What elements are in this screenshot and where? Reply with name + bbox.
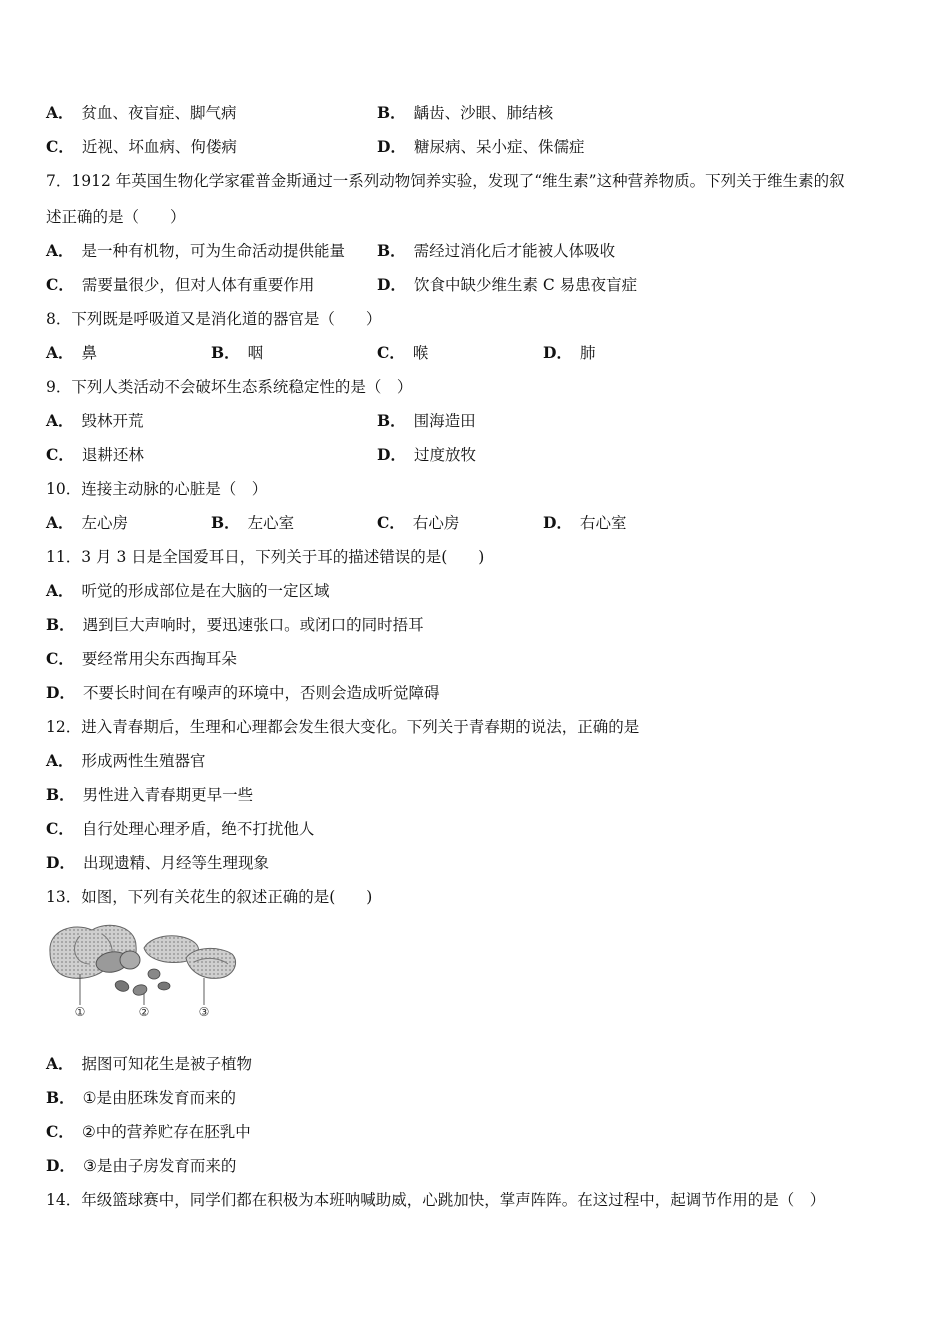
figure-label-3: ③ (198, 1005, 210, 1019)
q10-option-b: B． 左心室 (211, 513, 295, 532)
q8-option-c: C． 喉 (377, 343, 429, 362)
q6-option-d: D． 糖尿病、呆小症、侏儒症 (377, 137, 585, 156)
q11-stem: 11．3 月 3 日是全国爱耳日，下列关于耳的描述错误的是( ) (46, 548, 485, 566)
q8-option-d: D． 肺 (543, 343, 596, 362)
q9-option-b: B． 围海造田 (377, 411, 476, 430)
q13-option-b: B． ①是由胚珠发育而来的 (46, 1088, 237, 1107)
peanut-figure (44, 912, 244, 1022)
q7-option-b: B． 需经过消化后才能被人体吸收 (377, 241, 616, 260)
q12-option-b: B． 男性进入青春期更早一些 (46, 785, 254, 804)
q9-stem: 9．下列人类活动不会破坏生态系统稳定性的是（ ） (46, 378, 413, 396)
q11-option-c: C． 要经常用尖东西掏耳朵 (46, 649, 237, 668)
q7-stem-line1: 7．1912 年英国生物化学家霍普金斯通过一系列动物饲养实验，发现了“维生素”这种营养物质。下列关于维生素的叙 (46, 172, 845, 190)
figure-label-2: ② (138, 1005, 150, 1019)
q8-stem: 8．下列既是呼吸道又是消化道的器官是（ ） (46, 310, 382, 328)
q9-option-a: A． 毁林开荒 (46, 411, 144, 430)
peanut-pod-illustration (50, 925, 140, 978)
q10-stem: 10．连接主动脉的心脏是（ ） (46, 480, 268, 498)
q8-option-a: A． 鼻 (46, 343, 98, 362)
q11-option-a: A． 听觉的形成部位是在大脑的一定区域 (46, 581, 330, 600)
q11-option-d: D． 不要长时间在有噪声的环境中，否则会造成听觉障碍 (46, 683, 440, 702)
q6-option-c: C． 近视、坏血病、佝偻病 (46, 137, 237, 156)
q13-option-c: C． ②中的营养贮存在胚乳中 (46, 1122, 251, 1141)
q12-option-a: A． 形成两性生殖器官 (46, 751, 206, 770)
q12-option-d: D． 出现遗精、月经等生理现象 (46, 853, 269, 872)
q8-option-b: B． 咽 (211, 343, 264, 362)
q10-option-a: A． 左心房 (46, 513, 129, 532)
q13-option-d: D． ③是由子房发育而来的 (46, 1156, 237, 1175)
q7-option-c: C． 需要量很少，但对人体有重要作用 (46, 275, 315, 294)
q10-option-d: D． 右心室 (543, 513, 627, 532)
q11-option-b: B． 遇到巨大声响时，要迅速张口。或闭口的同时捂耳 (46, 615, 424, 634)
q7-option-d: D． 饮食中缺少维生素 C 易患夜盲症 (377, 275, 638, 294)
q9-option-d: D． 过度放牧 (377, 445, 476, 464)
q6-option-b: B． 龋齿、沙眼、肺结核 (377, 103, 554, 122)
q9-option-c: C． 退耕还林 (46, 445, 144, 464)
q13-option-a: A． 据图可知花生是被子植物 (46, 1054, 253, 1073)
q7-stem-line2: 述正确的是（ ） (46, 208, 186, 226)
q13-stem: 13．如图，下列有关花生的叙述正确的是( ) (46, 888, 373, 906)
q10-option-c: C． 右心房 (377, 513, 460, 532)
figure-label-1: ① (74, 1005, 86, 1019)
peanut-seeds-illustration (114, 969, 170, 997)
q12-option-c: C． 自行处理心理矛盾，绝不打扰他人 (46, 819, 315, 838)
q14-stem: 14．年级篮球赛中，同学们都在积极为本班呐喊助威，心跳加快，掌声阵阵。在这过程中，起调节作用的是（ ） (46, 1191, 826, 1209)
q7-option-a: A． 是一种有机物，可为生命活动提供能量 (46, 241, 346, 260)
q6-option-a: A． 贫血、夜盲症、脚气病 (46, 103, 237, 122)
q12-stem: 12．进入青春期后，生理和心理都会发生很大变化。下列关于青春期的说法，正确的是 (46, 718, 640, 736)
